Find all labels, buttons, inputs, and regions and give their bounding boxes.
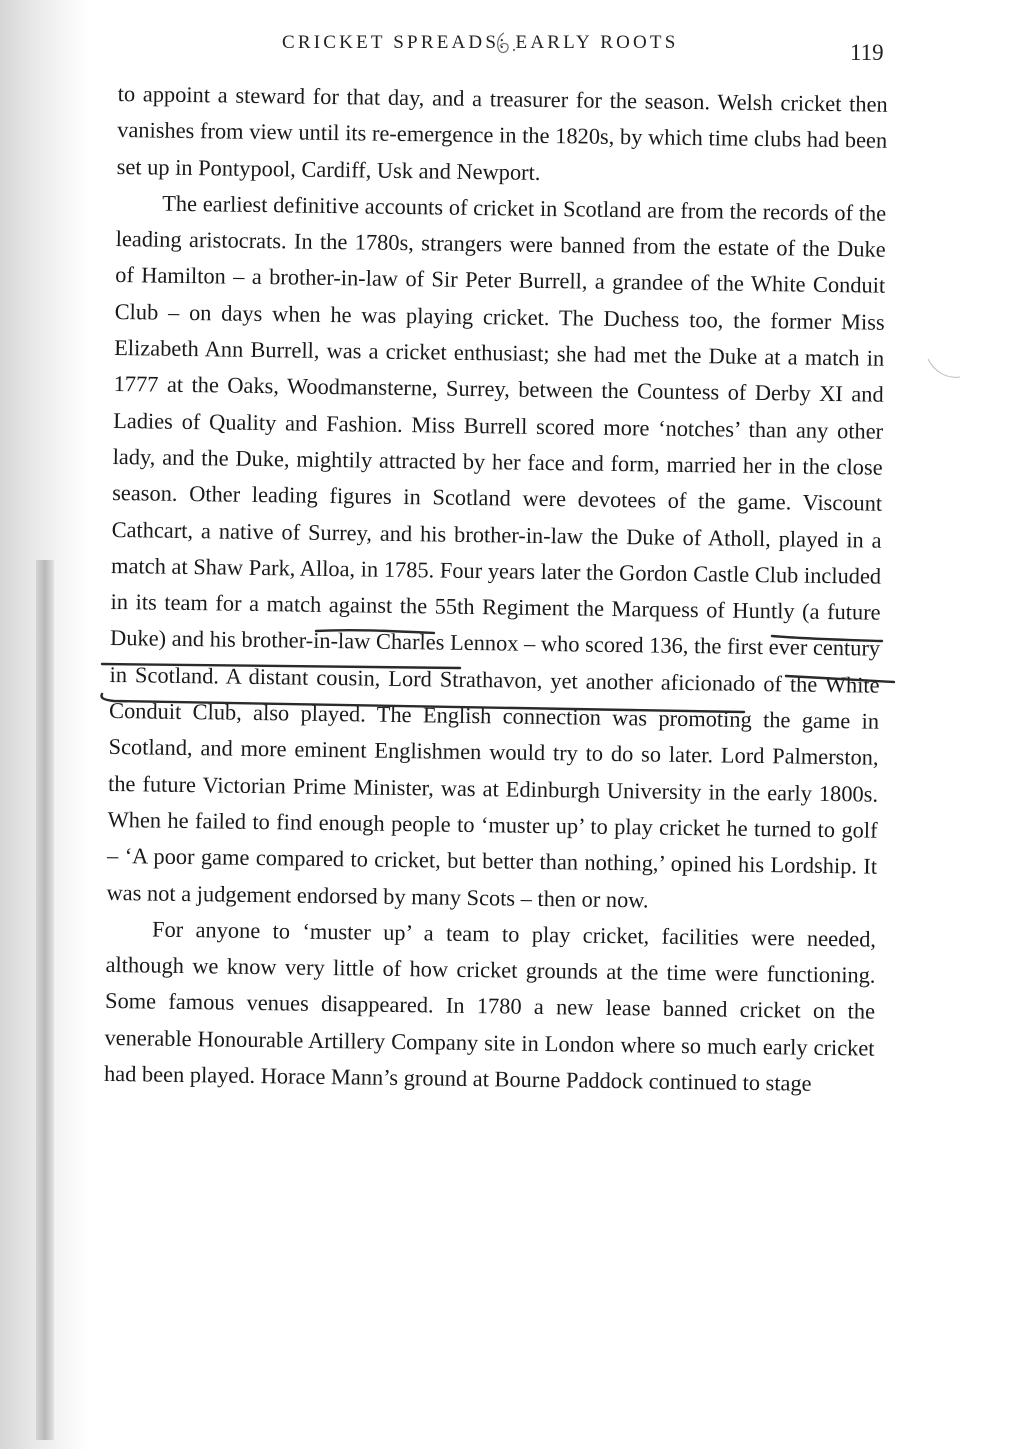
- page-header: [0, 30, 1024, 70]
- paragraph-scotland-aristocrats: The earliest definitive accounts of cricket in Scotland are from the records of the leading aristocrats. In the 1780s, strangers were banned from the estate of the Duke of Hamilton – a brother-in-law of Sir Peter Burrell, a grandee of the White Conduit Club – on days when he was playing cricket. The Duchess too, the former Miss Elizabeth Ann Burrell, was a cricket enthusiast; she had met the Duke at a match in 1777 at the Oaks, Woodmansterne, Surrey, between the Countess of Derby XI and Ladies of Quality and Fashion. Miss Burrell scored more ‘notches’ than any other lady, and the Duke, mightily attracted by her face and form, married her in the close season. Other leading figures in Scotland were devotees of the game. Viscount Cathcart, a native of Surrey, and his brother-in-law the Duke of Atholl, played in a match at Shaw Park, Alloa, in 1785. Four years later the Gordon Castle Club included in its team for a match against the 55th Regiment the Marquess of Huntly (a future Duke) and his brother-in-law Charles Lennox – who scored 136, the first ever century in Scotland. A distant cousin, Lord Strathavon, yet another aficionado of the White Conduit Club, also played. The English connection was promoting the game in Scotland, and more eminent Englishmen would try to do so later. Lord Palmerston, the future Victorian Prime Minister, was at Edinburgh University in the early 1800s. When he failed to find enough people to ‘muster up’ to play cricket he turned to golf – ‘A poor game compared to cricket, but better than nothing,’ opined his Lordship. It was not a judgement endorsed by many Scots – then or now.: [106, 190, 887, 913]
- paragraph-welsh-cricket: to appoint a steward for that day, and a treasurer for the season. Welsh cricket then vanishes from view until its re-emergence in the 1820s, by which time clubs had been set up in Pontypool, Cardiff, Usk and Newport.: [116, 80, 888, 185]
- page-body: [104, 76, 888, 1103]
- scan-binding-shadow: [36, 560, 54, 1440]
- page-number: 119: [850, 40, 884, 65]
- margin-pencil-mark: [924, 355, 964, 385]
- running-head: CRICKET SPREADS: EARLY ROOTS: [282, 32, 679, 53]
- paragraph-cricket-grounds: For anyone to ‘muster up’ a team to play cricket, facilities were needed, although we know very little of how cricket grounds at the time were functioning. Some famous venues disappeared. In 1780 a new lease banned cricket on the venerable Honourable Artillery Company site in London where so much early cricket had been played. Horace Mann’s ground at Bourne Paddock continued to stage: [103, 916, 877, 1096]
